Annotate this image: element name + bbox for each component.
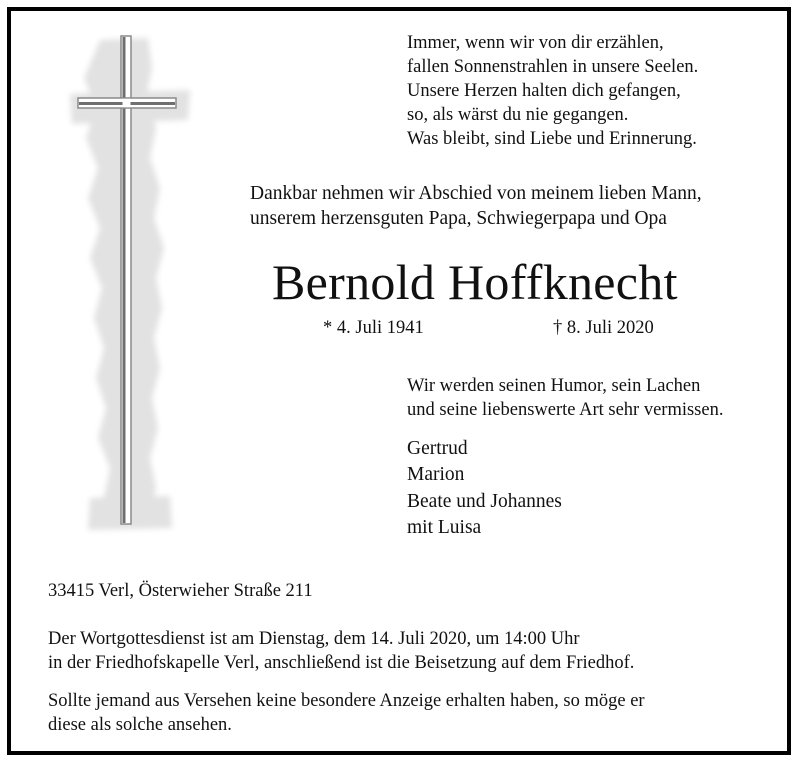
deceased-name: Bernold Hoffknecht (272, 254, 678, 310)
tribute-line: und seine liebenswerte Art sehr vermissen. (407, 400, 724, 420)
family-name: Gertrud (407, 438, 468, 459)
death-date: † 8. Juli 2020 (553, 318, 654, 338)
family-name: Beate und Johannes (407, 491, 562, 512)
notice-line: diese als solche ansehen. (48, 715, 232, 735)
intro-line: Dankbar nehmen wir Abschied von meinem lieben Mann, (250, 183, 702, 204)
tribute-line: Wir werden seinen Humor, sein Lachen (407, 376, 701, 396)
service-line: Der Wortgottesdienst ist am Dienstag, dem 14. Juli 2020, um 14:00 Uhr (48, 629, 580, 649)
poem-line: Unsere Herzen halten dich gefangen, (407, 81, 681, 101)
poem-line: Was bleibt, sind Liebe und Erinnerung. (407, 129, 697, 149)
poem-line: so, als wärst du nie gegangen. (407, 105, 629, 125)
notice-line: Sollte jemand aus Versehen keine besondere Anzeige erhalten haben, so möge er (48, 691, 645, 711)
birth-date: * 4. Juli 1941 (323, 318, 424, 338)
family-name: Marion (407, 464, 465, 485)
cross-icon (60, 28, 200, 538)
address: 33415 Verl, Österwieher Straße 211 (48, 581, 313, 601)
service-line: in der Friedhofskapelle Verl, anschließend ist die Beisetzung auf dem Friedhof. (48, 653, 635, 673)
poem-line: fallen Sonnenstrahlen in unsere Seelen. (407, 57, 699, 77)
family-name: mit Luisa (407, 517, 482, 538)
poem-line: Immer, wenn wir von dir erzählen, (407, 33, 664, 53)
intro-line: unserem herzensguten Papa, Schwiegerpapa und Opa (250, 208, 667, 229)
